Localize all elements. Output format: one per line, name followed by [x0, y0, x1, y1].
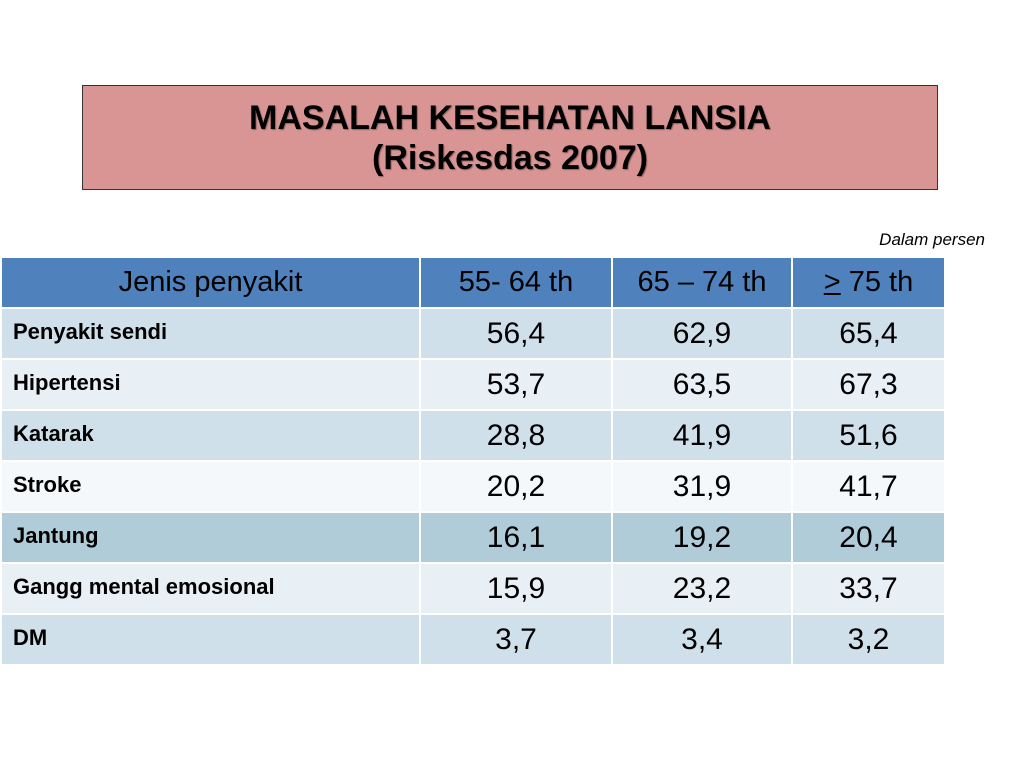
row-label: Katarak: [1, 410, 420, 461]
title-line-1: MASALAH KESEHATAN LANSIA: [249, 98, 771, 137]
row-label: Jantung: [1, 512, 420, 563]
cell-value: 20,4: [792, 512, 945, 563]
cell-value: 20,2: [420, 461, 612, 512]
row-label: Hipertensi: [1, 359, 420, 410]
cell-value: 16,1: [420, 512, 612, 563]
table-header-row: [1, 257, 945, 308]
header-55-64: 55- 64 th: [420, 257, 612, 308]
disease-table: [0, 256, 946, 666]
header-65-74: 65 – 74 th: [612, 257, 792, 308]
cell-value: 33,7: [792, 563, 945, 614]
row-label: Stroke: [1, 461, 420, 512]
table-row: [1, 563, 945, 614]
row-label: Penyakit sendi: [1, 308, 420, 359]
cell-value: 51,6: [792, 410, 945, 461]
cell-value: 65,4: [792, 308, 945, 359]
title-line-2: (Riskesdas 2007): [372, 138, 648, 177]
cell-value: 56,4: [420, 308, 612, 359]
cell-value: 31,9: [612, 461, 792, 512]
cell-value: 63,5: [612, 359, 792, 410]
table-row: [1, 512, 945, 563]
greater-than-sign: >: [823, 266, 841, 298]
table-row: [1, 359, 945, 410]
header-75-label: 75 th: [840, 266, 914, 298]
row-label: DM: [1, 614, 420, 665]
table-row: [1, 614, 945, 665]
cell-value: 15,9: [420, 563, 612, 614]
cell-value: 41,9: [612, 410, 792, 461]
cell-value: 3,4: [612, 614, 792, 665]
cell-value: 53,7: [420, 359, 612, 410]
row-label: Gangg mental emosional: [1, 563, 420, 614]
table-row: [1, 308, 945, 359]
unit-note: Dalam persen: [879, 230, 985, 249]
cell-value: 23,2: [612, 563, 792, 614]
title-box: [82, 85, 938, 190]
cell-value: 19,2: [612, 512, 792, 563]
header-75-plus: [792, 257, 945, 308]
cell-value: 3,2: [792, 614, 945, 665]
table-row: [1, 410, 945, 461]
cell-value: 28,8: [420, 410, 612, 461]
cell-value: 67,3: [792, 359, 945, 410]
cell-value: 62,9: [612, 308, 792, 359]
table-row: [1, 461, 945, 512]
cell-value: 41,7: [792, 461, 945, 512]
header-jenis-penyakit: Jenis penyakit: [1, 257, 420, 308]
cell-value: 3,7: [420, 614, 612, 665]
